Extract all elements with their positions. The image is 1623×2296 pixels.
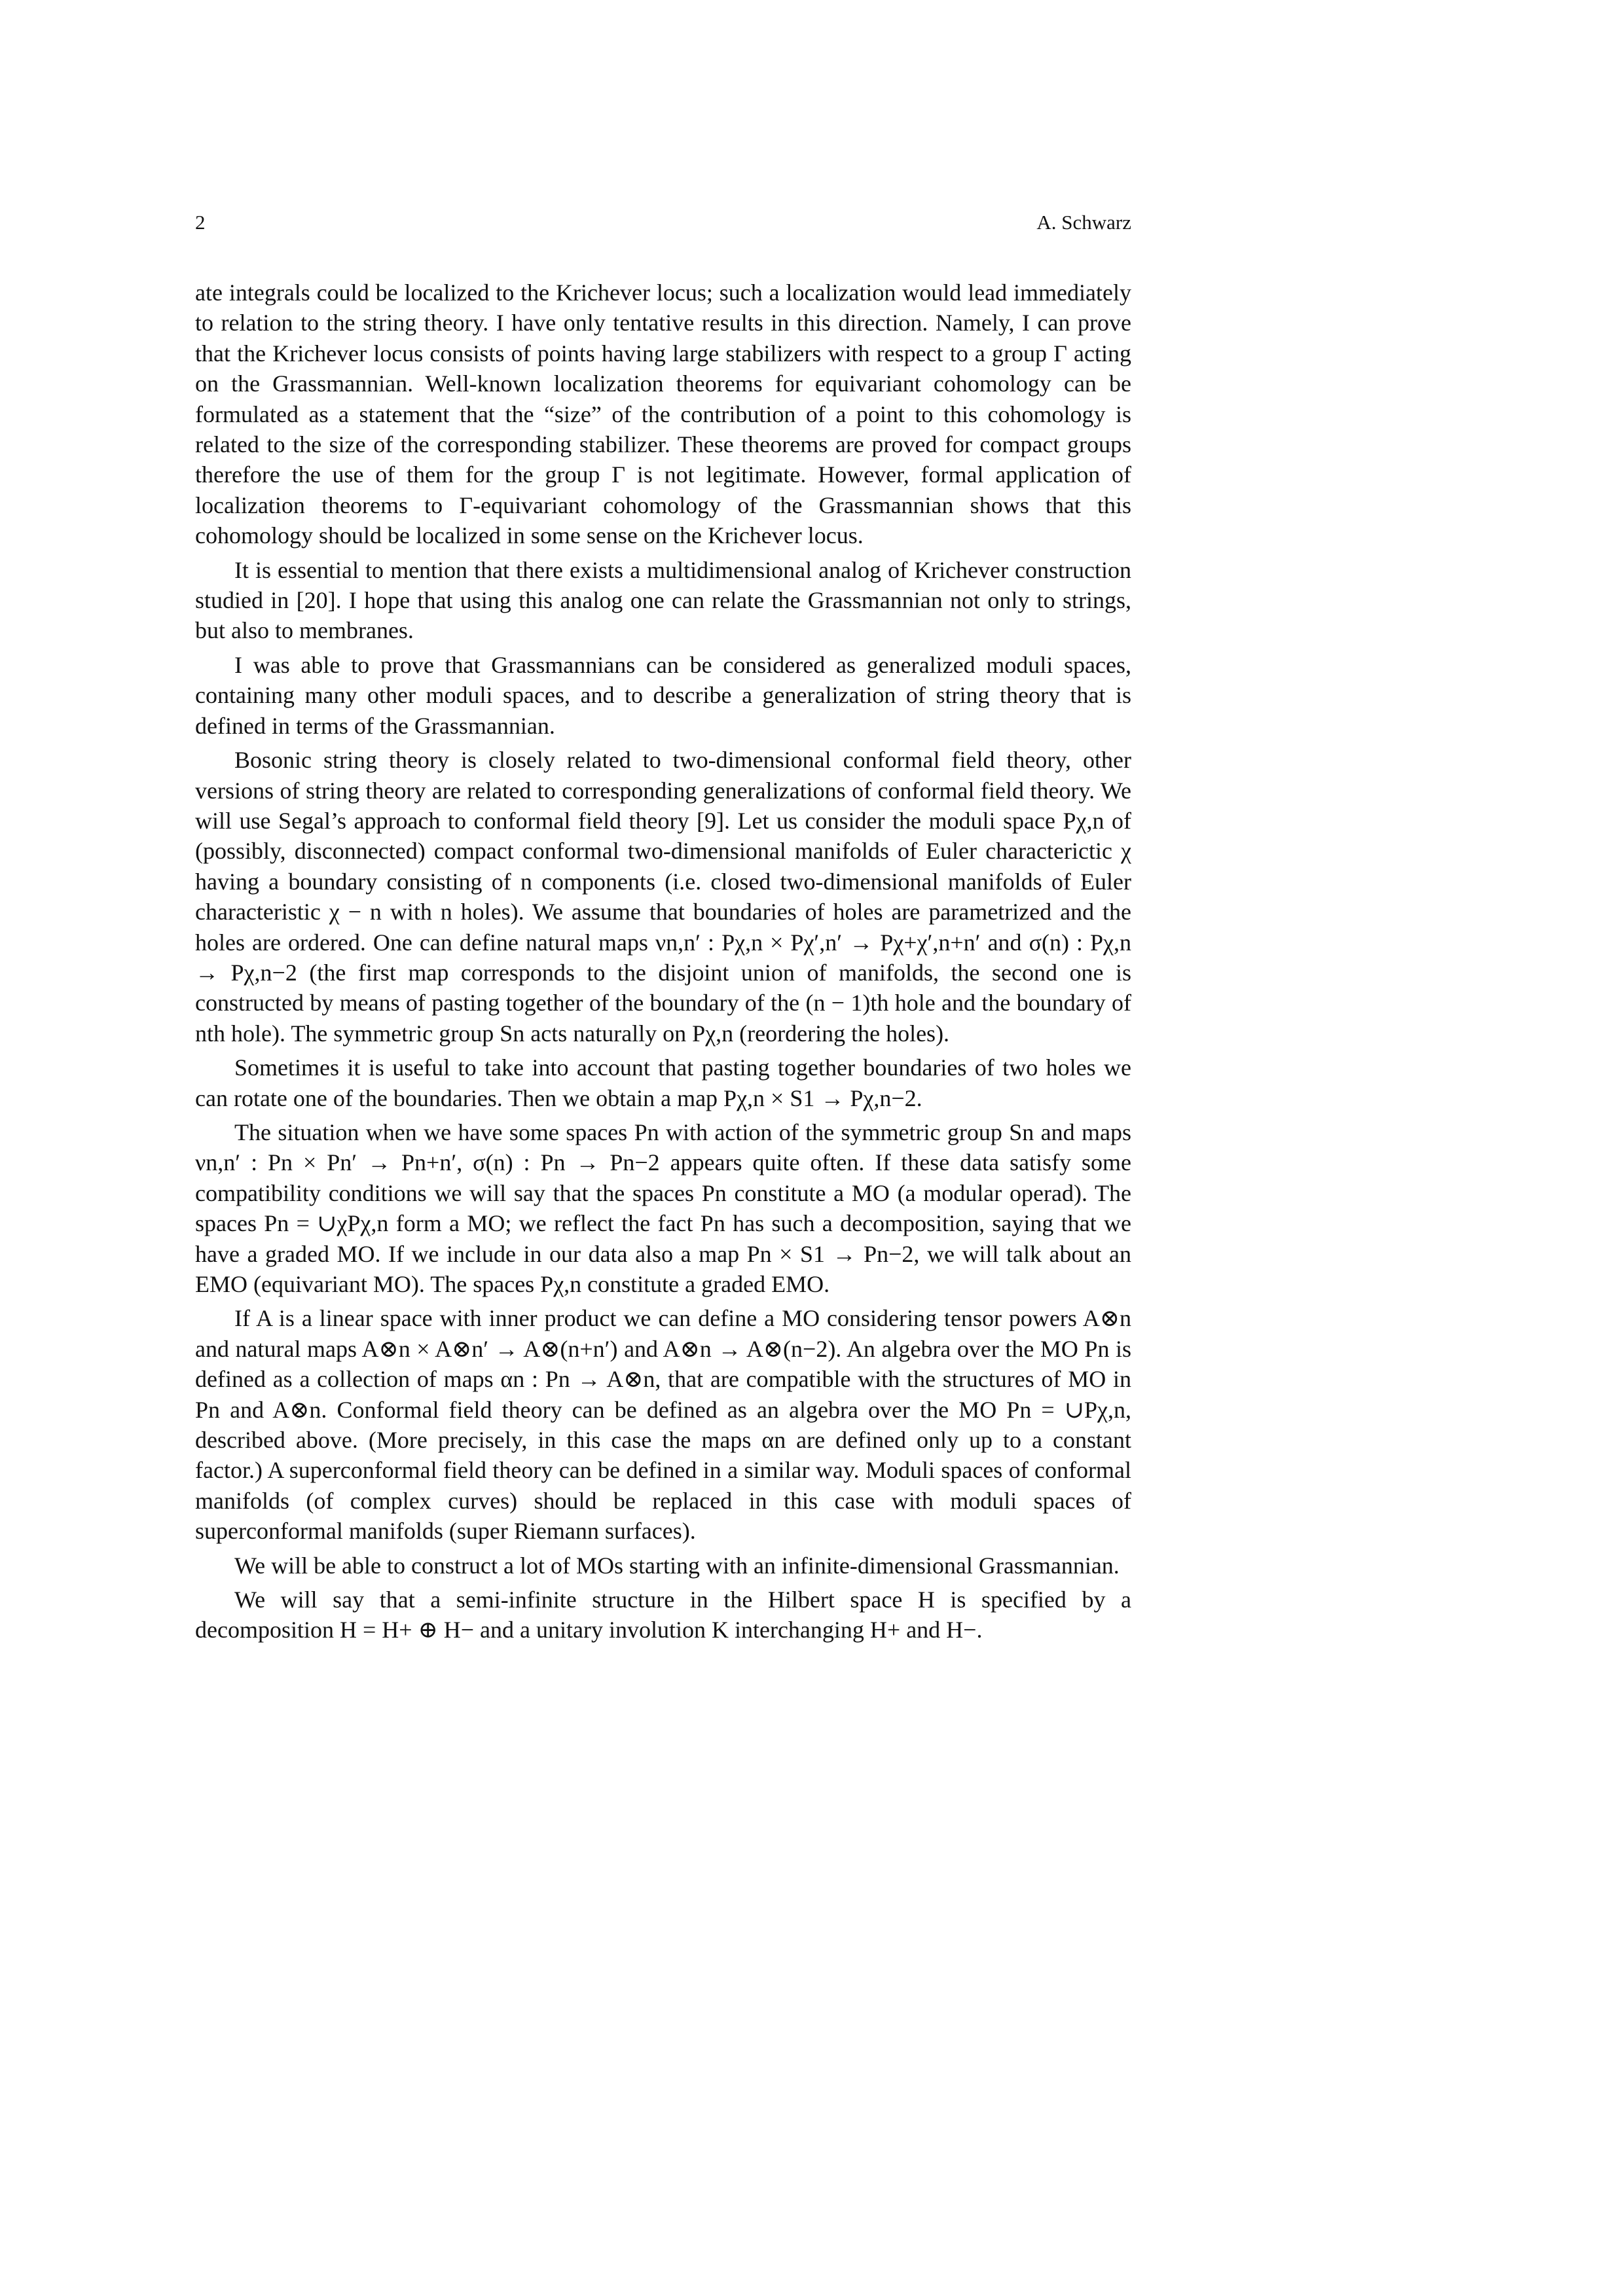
paragraph-modular-operad: The situation when we have some spaces Pn with action of the symmetric group Sn and maps νn,n′ : Pn × Pn′ → Pn+n′, σ(n) : Pn → Pn−2 appears quite often. If these data satisfy some compatibility conditions we will say that the spaces Pn constitute a MO (a modular operad). The spaces Pn = ∪χPχ,n form a MO; we reflect the fact Pn has such a decomposition, saying that we have a graded MO. If we include in our data also a map Pn × S1 → Pn−2, we will talk about an EMO (equivariant MO). The spaces Pχ,n constitute a graded EMO. bbox=[195, 1119, 1131, 1297]
paragraph-multidimensional-analog: It is essential to mention that there exists a multidimensional analog of Krichever construction studied in [20]. I hope that using this analog one can relate the Grassmannian not only to strings, but also to membranes. bbox=[195, 556, 1131, 644]
paragraph-localization: ate integrals could be localized to the Krichever locus; such a localization would lead immediately to relation to the string theory. I have only tentative results in this direction. Namely, I can prove that the Krichever locus consists of points having large stabilizers with respect to a group Γ acting on the Grassmannian. Well-known localization theorems for equivariant cohomology can be formulated as a statement that the “size” of the contribution of a point to this cohomology is related to the size of the corresponding stabilizer. These theorems are proved for compact groups therefore the use of them for the group Γ is not legitimate. However, formal application of localization theorems to Γ-equivariant cohomology of the Grassmannian shows that this cohomology should be localized in some sense on the Krichever locus. bbox=[195, 279, 1131, 549]
page-header bbox=[195, 211, 1131, 243]
body-text bbox=[195, 278, 1131, 1649]
paragraph-pasting-boundaries: Sometimes it is useful to take into account that pasting together boundaries of two holes we can rotate one of the boundaries. Then we obtain a map Pχ,n × S1 → Pχ,n−2. bbox=[195, 1054, 1131, 1111]
paragraph-bosonic-string: Bosonic string theory is closely related to two-dimensional conformal field theory, other versions of string theory are related to corresponding generalizations of conformal field theory. We will use Segal’s approach to conformal field theory [9]. Let us consider the moduli space Pχ,n of (possibly, disconnected) compact conformal two-dimensional manifolds of Euler characterictic χ having a boundary consisting of n components (i.e. closed two-dimensional manifolds of Euler characteristic χ − n with n holes). We assume that boundaries of holes are parametrized and the holes are ordered. One can define natural maps νn,n′ : Pχ,n × Pχ′,n′ → Pχ+χ′,n+n′ and σ(n) : Pχ,n → Pχ,n−2 (the first map corresponds to the disjoint union of manifolds, the second one is constructed by means of pasting together of the boundary of the (n − 1)th hole and the boundary of nth hole). The symmetric group Sn acts naturally on Pχ,n (reordering the holes). bbox=[195, 747, 1132, 1047]
page-number: 2 bbox=[195, 211, 206, 234]
paragraph-generalized-moduli: I was able to prove that Grassmannians can be considered as generalized moduli spaces, containing many other moduli spaces, and to describe a generalization of string theory that is defined in terms of the Grassmannian. bbox=[195, 651, 1131, 739]
running-head-author: A. Schwarz bbox=[1036, 211, 1131, 234]
paragraph-algebra-over-mo: If A is a linear space with inner product we can define a MO considering tensor powers A⊗n and natural maps A⊗n × A⊗n′ → A⊗(n+n′) and A⊗n → A⊗(n−2). An algebra over the MO Pn is defined as a collection of maps αn : Pn → A⊗n, that are compatible with the structures of MO in Pn and A⊗n. Conformal field theory can be defined as an algebra over the MO Pn = ∪Pχ,n, described above. (More precisely, in this case the maps αn are defined only up to a constant factor.) A superconformal field theory can be defined in a similar way. Moduli spaces of conformal manifolds (of complex curves) should be replaced in this case with moduli spaces of superconformal manifolds (super Riemann surfaces). bbox=[195, 1305, 1131, 1545]
paragraph-semi-infinite-structure: We will say that a semi-infinite structure in the Hilbert space H is specified by a decomposition H = H+ ⊕ H− and a unitary involution K interchanging H+ and H−. bbox=[195, 1587, 1131, 1643]
paragraph-construct-mos: We will be able to construct a lot of MOs starting with an infinite-dimensional Grassmannian. bbox=[234, 1552, 1120, 1579]
